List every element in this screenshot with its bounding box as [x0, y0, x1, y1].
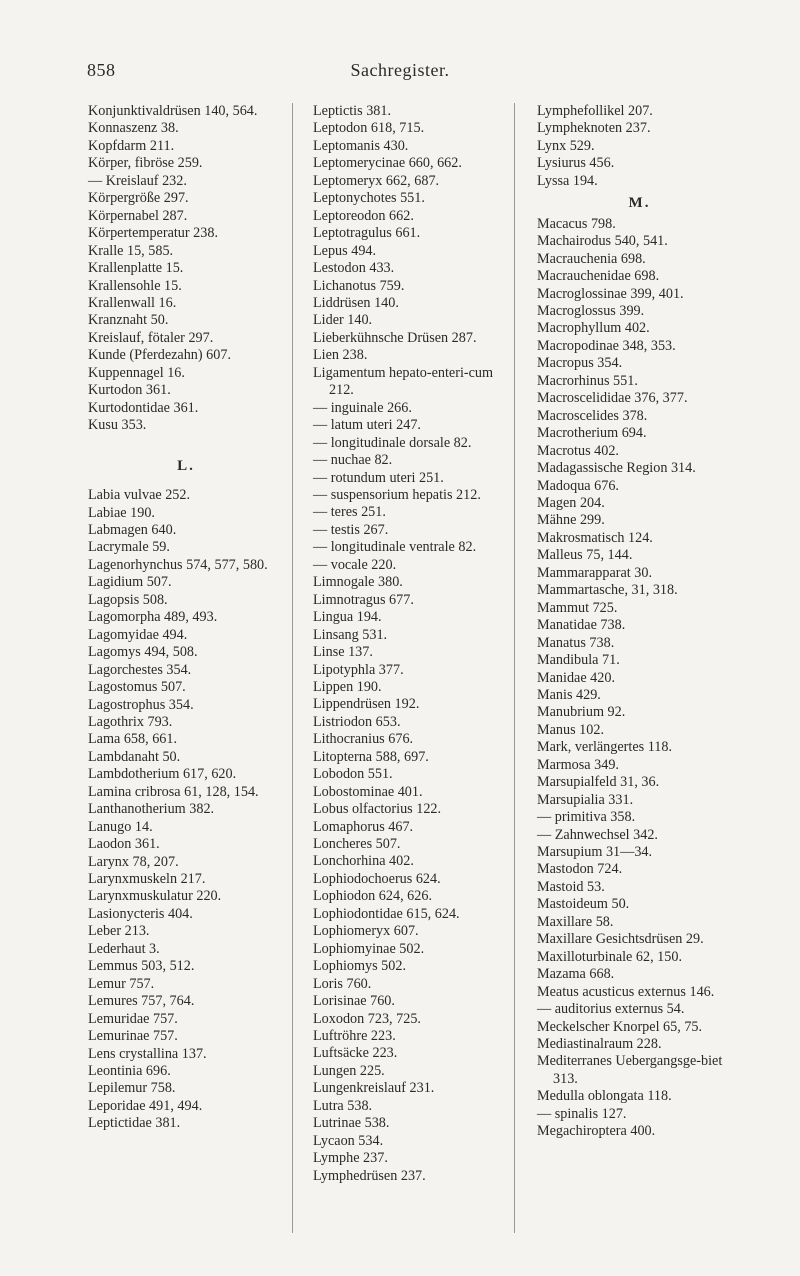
index-entry: Lederhaut 3. [88, 940, 160, 957]
index-entry: — Kreislauf 232. [88, 172, 187, 189]
index-column-3 [537, 103, 742, 1141]
index-entry: Körpertemperatur 238. [88, 225, 219, 242]
index-entry: — vocale 220. [313, 556, 397, 573]
index-entry: Lomaphorus 467. [313, 818, 414, 835]
index-entry: — auditorius externus 54. [537, 1001, 685, 1018]
index-entry: Mammarapparat 30. [537, 564, 653, 581]
index-entry: Leber 213. [88, 923, 150, 940]
index-entry: Liddrüsen 140. [313, 294, 399, 311]
index-entry: Manubrium 92. [537, 704, 626, 721]
index-entry: Lambdanaht 50. [88, 748, 181, 765]
index-entry: Larynx 78, 207. [88, 853, 179, 870]
index-entry: Lien 238. [313, 347, 368, 364]
index-entry: Krallenwall 16. [88, 294, 177, 311]
index-entry: Lieberkühnsche Drüsen 287. [313, 329, 477, 346]
index-entry: Macrophyllum 402. [537, 320, 650, 337]
index-entry: Larynxmuskeln 217. [88, 871, 206, 888]
index-entry: Madoqua 676. [537, 477, 619, 494]
index-entry: — primitiva 358. [537, 809, 636, 826]
index-entry: Macrauchenidae 698. [537, 268, 660, 285]
index-entry: — suspensorium hepatis 212. [313, 486, 481, 503]
index-entry: Kunde (Pferdezahn) 607. [88, 347, 232, 364]
index-entry: Maxillare 58. [537, 913, 614, 930]
index-entry: Macropus 354. [537, 355, 623, 372]
index-entry: Lymphedrüsen 237. [313, 1167, 426, 1184]
index-entry: Limnogale 380. [313, 574, 403, 591]
index-entry: Lophiomys 502. [313, 958, 407, 975]
index-entry: Mastoideum 50. [537, 896, 630, 913]
index-entry: Lagomyidae 494. [88, 626, 188, 643]
index-entry: — testis 267. [313, 521, 389, 538]
index-entry: Meatus acusticus externus 146. [537, 983, 715, 1000]
index-entry: — Zahnwechsel 342. [537, 826, 658, 843]
index-entry: Leontinia 696. [88, 1063, 171, 1080]
index-entry: Lophiodochoerus 624. [313, 870, 441, 887]
index-entry: Lacrymale 59. [88, 539, 170, 556]
index-entry: Malleus 75, 144. [537, 547, 633, 564]
index-entry: — longitudinale ventrale 82. [313, 539, 477, 556]
index-entry: Litopterna 588, 697. [313, 748, 429, 765]
index-entry: — spinalis 127. [537, 1105, 627, 1122]
index-entry: Leporidae 491, 494. [88, 1097, 203, 1114]
index-entry: Lonchorhina 402. [313, 853, 414, 870]
index-entry: Marsupialia 331. [537, 791, 634, 808]
index-entry: Linse 137. [313, 644, 373, 661]
index-entry: Leptictis 381. [313, 103, 392, 119]
index-entry: Lymphe 237. [313, 1150, 388, 1167]
index-entry: Larynxmuskulatur 220. [88, 888, 222, 905]
index-entry: Lymphefollikel 207. [537, 103, 653, 119]
index-entry: Konjunktivaldrüsen 140, 564. [88, 103, 258, 119]
index-entry: Leptoreodon 662. [313, 207, 414, 224]
index-entry: Macrorhinus 551. [537, 372, 638, 389]
index-entry: Madagassische Region 314. [537, 460, 696, 477]
index-entry: Manis 429. [537, 686, 601, 703]
index-entry: Luftröhre 223. [313, 1028, 396, 1045]
index-entry: Kusu 353. [88, 417, 147, 434]
index-entry: Machairodus 540, 541. [537, 233, 668, 250]
index-entry: Luftsäcke 223. [313, 1045, 398, 1062]
index-entry: — teres 251. [313, 504, 386, 521]
index-entry: Körpernabel 287. [88, 207, 188, 224]
index-entry: Lobus olfactorius 122. [313, 801, 442, 818]
index-entry: Konnaszenz 38. [88, 120, 179, 137]
index-entry: Macrotherium 694. [537, 425, 647, 442]
index-entry: Labiae 190. [88, 504, 155, 521]
index-entry: Lophiomeryx 607. [313, 923, 419, 940]
index-entry: Körpergröße 297. [88, 190, 189, 207]
index-entry: Lingua 194. [313, 609, 382, 626]
index-entry: Kurtodon 361. [88, 382, 171, 399]
index-entry: Lagostomus 507. [88, 679, 186, 696]
index-entry: Leptomerycinae 660, 662. [313, 155, 462, 172]
section-letter-heading: L. [177, 457, 195, 474]
index-entry: — nuchae 82. [313, 452, 393, 469]
index-entry: Mammartasche, 31, 318. [537, 582, 678, 599]
index-entry: Marsupialfeld 31, 36. [537, 774, 660, 791]
index-entry: Makrosmatisch 124. [537, 529, 653, 546]
index-entry: Lipotyphla 377. [313, 661, 404, 678]
index-entry: Lophiodon 624, 626. [313, 888, 433, 905]
index-entry: Kralle 15, 585. [88, 242, 174, 259]
index-entry: Manus 102. [537, 721, 604, 738]
index-entry: Lepilemur 758. [88, 1080, 176, 1097]
index-entry: Mastodon 724. [537, 861, 623, 878]
index-entry: Mark, verlängertes 118. [537, 739, 672, 756]
index-entry: Lippendrüsen 192. [313, 696, 420, 713]
index-entry: Meckelscher Knorpel 65, 75. [537, 1018, 703, 1035]
index-entry: Körper, fibröse 259. [88, 155, 203, 172]
index-entry: Kurtodontidae 361. [88, 399, 199, 416]
index-entry: Lagothrix 793. [88, 713, 173, 730]
index-entry: Listriodon 653. [313, 713, 401, 730]
index-entry: Krallensohle 15. [88, 277, 182, 294]
index-entry: Ligamentum hepato-enteri-cum 212. [313, 364, 494, 399]
index-entry: Leptotragulus 661. [313, 225, 421, 242]
index-entry: Mammut 725. [537, 599, 618, 616]
index-entry: Lemures 757, 764. [88, 993, 195, 1010]
column-divider [292, 103, 293, 1233]
index-entry: Leptomeryx 662, 687. [313, 172, 440, 189]
index-entry: Manidae 420. [537, 669, 616, 686]
index-entry: Lagomys 494, 508. [88, 644, 198, 661]
index-entry: Marsupium 31—34. [537, 844, 653, 861]
index-entry: Macroscelides 378. [537, 407, 648, 424]
index-entry: Lophiomyinae 502. [313, 940, 425, 957]
index-entry: Mastoid 53. [537, 878, 605, 895]
index-entry: Leptomanis 430. [313, 137, 409, 154]
index-entry: Kranznaht 50. [88, 312, 169, 329]
index-entry: Mazama 668. [537, 966, 615, 983]
index-entry: Macrotus 402. [537, 442, 619, 459]
index-column-2 [313, 103, 510, 1185]
index-column-1 [88, 103, 284, 1133]
index-entry: Limnotragus 677. [313, 591, 414, 608]
index-entry: Lasionycteris 404. [88, 905, 193, 922]
index-entry: Lemurinae 757. [88, 1028, 178, 1045]
index-entry: Lamina cribrosa 61, 128, 154. [88, 783, 259, 800]
index-entry: Linsang 531. [313, 626, 388, 643]
index-entry: Lemmus 503, 512. [88, 958, 195, 975]
index-entry: Lider 140. [313, 312, 373, 329]
index-entry: — longitudinale dorsale 82. [313, 434, 472, 451]
index-entry: Macroscelididae 376, 377. [537, 390, 688, 407]
index-entry: Loncheres 507. [313, 836, 401, 853]
index-entry: Krallenplatte 15. [88, 260, 184, 277]
index-entry: Lanthanotherium 382. [88, 801, 215, 818]
index-entry: Medulla oblongata 118. [537, 1088, 672, 1105]
index-entry: Lagomorpha 489, 493. [88, 609, 218, 626]
index-entry: Labia vulvae 252. [88, 487, 191, 504]
index-entry: Lanugo 14. [88, 818, 153, 835]
index-entry: Manatidae 738. [537, 617, 626, 634]
index-entry: Lagopsis 508. [88, 591, 168, 608]
index-entry: Lungenkreislauf 231. [313, 1080, 435, 1097]
index-entry: Leptonychotes 551. [313, 190, 425, 207]
index-entry: Macroglossus 399. [537, 302, 645, 319]
index-entry: Lyssa 194. [537, 172, 598, 189]
index-entry: Megachiroptera 400. [537, 1123, 656, 1140]
index-entry: Lobodon 551. [313, 766, 393, 783]
index-entry: Macroglossinae 399, 401. [537, 285, 684, 302]
index-entry: Loris 760. [313, 975, 372, 992]
index-entry: Lorisinae 760. [313, 993, 395, 1010]
index-entry: Lestodon 433. [313, 260, 395, 277]
index-entry: Lagorchestes 354. [88, 661, 192, 678]
index-entry: Mandibula 71. [537, 652, 620, 669]
index-entry: Marmosa 349. [537, 756, 619, 773]
index-entry: Lungen 225. [313, 1062, 385, 1079]
index-entry: Laodon 361. [88, 836, 160, 853]
index-entry: — inguinale 266. [313, 399, 412, 416]
index-entry: Kreislauf, fötaler 297. [88, 329, 214, 346]
index-entry: Lagenorhynchus 574, 577, 580. [88, 556, 268, 573]
index-entry: Lutra 538. [313, 1097, 373, 1114]
index-entry: Lepus 494. [313, 242, 377, 259]
index-entry: Maxilloturbinale 62, 150. [537, 948, 683, 965]
index-entry: Lemur 757. [88, 975, 155, 992]
index-entry: Lambdotherium 617, 620. [88, 766, 237, 783]
index-entry: Manatus 738. [537, 634, 615, 651]
index-entry: Labmagen 640. [88, 521, 177, 538]
index-entry: Lippen 190. [313, 678, 382, 695]
index-entry: Leptodon 618, 715. [313, 120, 425, 137]
index-entry: Lens crystallina 137. [88, 1045, 207, 1062]
index-entry: Kopfdarm 211. [88, 137, 175, 154]
index-entry: Lagostrophus 354. [88, 696, 194, 713]
index-entry: Lophiodontidae 615, 624. [313, 905, 460, 922]
index-entry: Magen 204. [537, 494, 605, 511]
index-entry: Mähne 299. [537, 512, 605, 529]
index-entry: Leptictidae 381. [88, 1115, 181, 1132]
index-entry: Lemuridae 757. [88, 1010, 178, 1027]
index-entry: — rotundum uteri 251. [313, 469, 444, 486]
index-entry: Lycaon 534. [313, 1132, 384, 1149]
index-entry: Macrauchenia 698. [537, 250, 646, 267]
index-entry: Kuppennagel 16. [88, 364, 185, 381]
index-entry: Lobostominae 401. [313, 783, 423, 800]
index-entry: Mediastinalraum 228. [537, 1036, 662, 1053]
index-entry: Lympheknoten 237. [537, 120, 651, 137]
index-entry: Mediterranes Uebergangsge-biet 313. [537, 1053, 723, 1087]
column-divider [514, 103, 515, 1233]
index-entry: Lithocranius 676. [313, 731, 414, 748]
index-entry: Lynx 529. [537, 137, 595, 154]
index-entry: Lichanotus 759. [313, 277, 405, 294]
index-entry: Maxillare Gesichtsdrüsen 29. [537, 931, 704, 948]
index-entry: Lutrinae 538. [313, 1115, 390, 1132]
page-number: 858 [87, 60, 116, 80]
page-title: Sachregister. [350, 60, 450, 80]
index-entry: Loxodon 723, 725. [313, 1010, 421, 1027]
index-entry: Macacus 798. [537, 215, 616, 232]
section-letter-heading: M. [628, 195, 651, 212]
index-entry: Lagidium 507. [88, 574, 172, 591]
index-entry: — latum uteri 247. [313, 417, 421, 434]
index-entry: Lama 658, 661. [88, 731, 178, 748]
index-entry: Lysiurus 456. [537, 155, 615, 172]
index-entry: Macropodinae 348, 353. [537, 337, 676, 354]
